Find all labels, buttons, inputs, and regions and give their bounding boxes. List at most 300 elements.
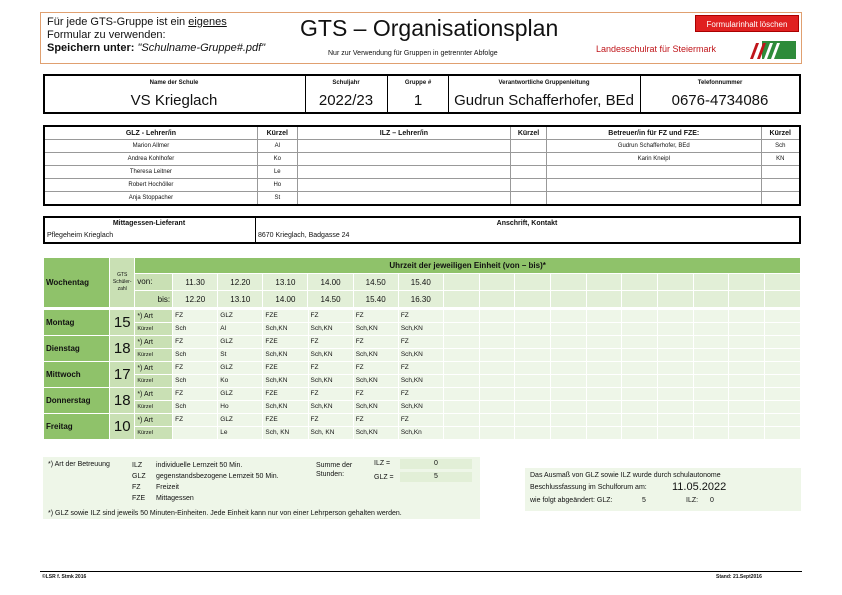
caretaker-field[interactable] xyxy=(547,179,761,192)
lunch-contact-label: Anschrift, Kontakt xyxy=(496,220,558,227)
staff-code-field[interactable]: Sch xyxy=(173,401,218,414)
resolution-ilz-field[interactable]: 0 xyxy=(710,497,714,504)
staff-row xyxy=(44,153,800,166)
art-label: *) Art xyxy=(135,310,173,323)
to-time-field[interactable] xyxy=(586,291,622,308)
staff-code-field[interactable]: Sch,KN xyxy=(308,349,353,362)
staff-code-field[interactable] xyxy=(443,401,479,414)
caretaker-field[interactable]: Gudrun Schafferhofer, BEd xyxy=(547,140,761,153)
art-label: *) Art xyxy=(135,414,173,427)
activity-type-field[interactable] xyxy=(515,310,551,323)
activity-type-field[interactable] xyxy=(765,336,801,349)
activity-type-field[interactable]: FZ xyxy=(353,362,398,375)
activity-type-field[interactable]: FZ xyxy=(308,414,353,427)
staff-code-field[interactable]: Sch,KN xyxy=(308,375,353,388)
caretaker-field[interactable] xyxy=(547,192,761,206)
authority-logo xyxy=(748,39,798,61)
activity-type-field[interactable]: FZ xyxy=(308,336,353,349)
caretaker-code-field[interactable] xyxy=(761,192,800,206)
staff-code-field[interactable] xyxy=(515,427,551,440)
save-as-label: Speichern unter: xyxy=(47,42,135,54)
from-time-field[interactable] xyxy=(443,274,479,291)
activity-type-field[interactable]: FZ xyxy=(308,310,353,323)
glz-code-field[interactable]: Le xyxy=(257,166,297,179)
hours-sum-label-line1: Summe der xyxy=(316,462,353,469)
staff-code-field[interactable] xyxy=(622,375,658,388)
to-time-field[interactable] xyxy=(764,291,800,308)
code-label: Kürzel xyxy=(135,349,173,362)
activity-type-field[interactable] xyxy=(658,310,694,323)
staff-code-field[interactable]: Sch,KN xyxy=(263,375,308,388)
time-slots-title: Uhrzeit der jeweiligen Einheit (von – bis)* xyxy=(135,258,801,274)
activity-type-field[interactable]: FZ xyxy=(173,310,218,323)
activity-type-field[interactable]: FZ xyxy=(353,414,398,427)
save-as-filename: "Schulname-Gruppe#.pdf" xyxy=(137,42,266,54)
staff-code-field[interactable] xyxy=(622,427,658,440)
activity-type-field[interactable] xyxy=(551,310,587,323)
ilz-code-field[interactable] xyxy=(511,153,547,166)
activity-type-field[interactable]: FZ xyxy=(173,388,218,401)
activity-type-field[interactable] xyxy=(765,414,801,427)
legend-code: GLZ xyxy=(132,473,146,480)
note-line2: Formular zu verwenden: xyxy=(47,29,166,41)
activity-type-field[interactable] xyxy=(515,414,551,427)
staff-code-field[interactable]: Sch,KN xyxy=(353,349,398,362)
staff-code-field[interactable]: Ko xyxy=(218,375,263,388)
legend-desc: gegenstandsbezogene Lernzeit 50 Min. xyxy=(156,473,279,480)
legend-code: FZ xyxy=(132,484,141,491)
glz-teacher-field[interactable]: Theresa Leitner xyxy=(44,166,257,179)
activity-type-field[interactable]: FZ xyxy=(173,336,218,349)
caretaker-code-field[interactable] xyxy=(761,179,800,192)
weekday-name: Dienstag xyxy=(44,336,110,362)
activity-type-field[interactable] xyxy=(622,336,658,349)
label-school-year: Schuljahr xyxy=(332,80,360,86)
activity-type-field[interactable] xyxy=(515,336,551,349)
schedule-title-row xyxy=(44,258,801,274)
activity-type-field[interactable]: FZ xyxy=(173,414,218,427)
student-count-header-line2: Schüler- xyxy=(112,279,132,285)
activity-type-field[interactable] xyxy=(622,310,658,323)
staff-code-field[interactable] xyxy=(693,375,729,388)
activity-type-field[interactable] xyxy=(693,336,729,349)
staff-code-field[interactable] xyxy=(586,323,622,336)
activity-type-field[interactable]: FZE xyxy=(263,310,308,323)
activity-type-field[interactable]: GLZ xyxy=(218,336,263,349)
activity-type-field[interactable] xyxy=(729,388,765,401)
weekday-code-row xyxy=(44,323,801,336)
staff-code-field[interactable] xyxy=(515,323,551,336)
staff-code-field[interactable] xyxy=(443,349,479,362)
staff-code-field[interactable] xyxy=(443,375,479,388)
caretaker-code-field[interactable] xyxy=(761,166,800,179)
staff-code-field[interactable] xyxy=(479,401,515,414)
activity-type-field[interactable] xyxy=(729,414,765,427)
from-time-field[interactable]: 14.00 xyxy=(308,274,353,291)
activity-type-field[interactable]: FZE xyxy=(263,388,308,401)
ilz-teacher-field[interactable] xyxy=(297,140,510,153)
staff-code-field[interactable] xyxy=(693,349,729,362)
staff-code-field[interactable]: Sch xyxy=(173,349,218,362)
ilz-code-field[interactable] xyxy=(511,140,547,153)
activity-type-field[interactable]: FZ xyxy=(308,362,353,375)
school-name-field[interactable]: VS Krieglach xyxy=(130,92,218,109)
activity-type-field[interactable] xyxy=(551,336,587,349)
activity-type-field[interactable]: GLZ xyxy=(218,414,263,427)
student-count-field[interactable]: 10 xyxy=(110,414,135,440)
student-count-header-line3: zahl xyxy=(117,286,127,292)
to-time-field[interactable]: 13.10 xyxy=(218,291,263,308)
code-label: Kürzel xyxy=(135,427,173,440)
staff-code-field[interactable] xyxy=(551,375,587,388)
staff-code-field[interactable]: Sch,KN xyxy=(398,375,443,388)
activity-type-field[interactable] xyxy=(551,388,587,401)
resolution-line2: Beschlussfassung im Schulforum am: xyxy=(530,484,647,491)
glz-teacher-field[interactable]: Andrea Kohlhofer xyxy=(44,153,257,166)
code-label: Kürzel xyxy=(135,323,173,336)
activity-type-field[interactable] xyxy=(765,362,801,375)
staff-code-field[interactable] xyxy=(515,401,551,414)
staff-code-field[interactable]: Sch,KN xyxy=(308,401,353,414)
staff-code-field[interactable]: Sch,KN xyxy=(263,349,308,362)
label-phone: Telefonnummer xyxy=(697,80,743,86)
caretaker-code-field[interactable]: Sch xyxy=(761,140,800,153)
staff-code-field[interactable] xyxy=(622,349,658,362)
reset-form-button[interactable]: Formularinhalt löschen xyxy=(695,15,799,32)
activity-type-field[interactable] xyxy=(586,310,622,323)
staff-code-field[interactable] xyxy=(658,323,694,336)
resolution-glz-field[interactable]: 5 xyxy=(642,497,646,504)
staff-code-field[interactable] xyxy=(658,375,694,388)
activity-type-field[interactable] xyxy=(479,336,515,349)
legend-list xyxy=(132,460,279,504)
staff-code-field[interactable] xyxy=(551,401,587,414)
staff-code-field[interactable] xyxy=(479,349,515,362)
staff-code-field[interactable] xyxy=(586,349,622,362)
glz-teacher-field[interactable]: Anja Stoppacher xyxy=(44,192,257,206)
to-time-field[interactable] xyxy=(693,291,729,308)
staff-code-field[interactable] xyxy=(551,323,587,336)
group-lead-field[interactable]: Gudrun Schafferhofer, BEd xyxy=(454,92,634,109)
legend-desc: individuelle Lernzeit 50 Min. xyxy=(156,462,243,469)
activity-type-field[interactable] xyxy=(729,362,765,375)
legend-title: *) Art der Betreuung xyxy=(48,461,110,468)
activity-type-field[interactable]: FZ xyxy=(173,362,218,375)
staff-code-field[interactable]: Le xyxy=(218,427,263,440)
ilz-sum-label: ILZ = xyxy=(374,460,391,467)
activity-type-field[interactable]: FZ xyxy=(353,310,398,323)
staff-code-field[interactable]: Sch, KN xyxy=(263,427,308,440)
group-number-field[interactable]: 1 xyxy=(413,92,423,109)
from-time-field[interactable] xyxy=(622,274,658,291)
activity-type-field[interactable]: FZE xyxy=(263,336,308,349)
from-time-field[interactable]: 11.30 xyxy=(173,274,218,291)
activity-type-field[interactable] xyxy=(765,310,801,323)
activity-type-field[interactable] xyxy=(586,336,622,349)
from-time-field[interactable] xyxy=(657,274,693,291)
student-count-field[interactable]: 15 xyxy=(110,310,135,336)
staff-code-field[interactable]: Ho xyxy=(218,401,263,414)
weekday-art-row xyxy=(44,362,801,375)
to-time-field[interactable] xyxy=(622,291,658,308)
glz-teacher-field[interactable]: Robert Hochöller xyxy=(44,179,257,192)
glz-code-field[interactable]: Al xyxy=(257,140,297,153)
staff-code-field[interactable] xyxy=(173,427,218,440)
activity-type-field[interactable] xyxy=(443,336,479,349)
staff-code-field[interactable] xyxy=(729,427,765,440)
hours-sum-label-line2: Stunden: xyxy=(316,471,345,478)
to-time-field[interactable]: 12.20 xyxy=(173,291,218,308)
staff-code-field[interactable] xyxy=(479,427,515,440)
weekday-art-row xyxy=(44,336,801,349)
staff-code-field[interactable] xyxy=(479,375,515,388)
staff-code-field[interactable] xyxy=(693,427,729,440)
activity-type-field[interactable] xyxy=(693,362,729,375)
to-time-field[interactable] xyxy=(443,291,479,308)
staff-code-field[interactable] xyxy=(443,427,479,440)
activity-type-field[interactable]: FZ xyxy=(398,310,443,323)
caretaker-field[interactable]: Karin Kneipl xyxy=(547,153,761,166)
staff-code-field[interactable]: Sch, KN xyxy=(308,427,353,440)
glz-code-field[interactable]: St xyxy=(257,192,297,206)
activity-type-field[interactable] xyxy=(551,362,587,375)
code-label: Kürzel xyxy=(135,401,173,414)
activity-type-field[interactable] xyxy=(693,310,729,323)
staff-code-field[interactable] xyxy=(622,401,658,414)
staff-code-field[interactable] xyxy=(658,427,694,440)
staff-code-field[interactable] xyxy=(479,323,515,336)
glz-code-field[interactable]: Ho xyxy=(257,179,297,192)
activity-type-field[interactable] xyxy=(693,388,729,401)
header-caretaker: Betreuer/in für FZ und FZE: xyxy=(547,126,761,140)
staff-code-field[interactable]: St xyxy=(218,349,263,362)
staff-code-field[interactable] xyxy=(729,401,765,414)
activity-type-field[interactable]: FZ xyxy=(398,388,443,401)
art-label: *) Art xyxy=(135,336,173,349)
staff-code-field[interactable]: Sch,KN xyxy=(353,401,398,414)
ilz-teacher-field[interactable] xyxy=(297,153,510,166)
activity-type-field[interactable]: FZE xyxy=(263,362,308,375)
school-year-field[interactable]: 2022/23 xyxy=(318,92,374,109)
label-school-name: Name der Schule xyxy=(149,80,199,86)
staff-code-field[interactable] xyxy=(729,375,765,388)
activity-type-field[interactable] xyxy=(443,388,479,401)
from-time-field[interactable] xyxy=(479,274,515,291)
to-time-field[interactable] xyxy=(479,291,515,308)
staff-code-field[interactable]: Sch,KN xyxy=(398,323,443,336)
staff-code-field[interactable] xyxy=(586,401,622,414)
activity-type-field[interactable] xyxy=(443,310,479,323)
art-label: *) Art xyxy=(135,388,173,401)
from-time-field[interactable]: 12.20 xyxy=(218,274,263,291)
to-time-field[interactable]: 14.00 xyxy=(263,291,308,308)
staff-row xyxy=(44,140,800,153)
student-count-field[interactable]: 18 xyxy=(110,336,135,362)
activity-type-field[interactable]: GLZ xyxy=(218,388,263,401)
activity-type-field[interactable]: FZ xyxy=(353,388,398,401)
activity-type-field[interactable]: FZ xyxy=(398,362,443,375)
staff-code-field[interactable] xyxy=(693,323,729,336)
staff-code-field[interactable] xyxy=(765,375,801,388)
activity-type-field[interactable] xyxy=(658,336,694,349)
label-group-lead: Verantwortliche Gruppenleitung xyxy=(498,80,590,86)
from-time-field[interactable] xyxy=(764,274,800,291)
legend-item xyxy=(132,460,279,471)
ilz-teacher-field[interactable] xyxy=(297,179,510,192)
to-time-field[interactable]: 16.30 xyxy=(398,291,443,308)
header-caretaker-code: Kürzel xyxy=(761,126,800,140)
legend-desc: Freizeit xyxy=(156,484,179,491)
staff-code-field[interactable] xyxy=(765,401,801,414)
weekday-art-row xyxy=(44,388,801,401)
student-count-field[interactable]: 17 xyxy=(110,362,135,388)
activity-type-field[interactable] xyxy=(586,414,622,427)
staff-code-field[interactable] xyxy=(586,375,622,388)
weekday-header: Wochentag xyxy=(44,258,110,308)
staff-code-field[interactable] xyxy=(765,427,801,440)
ilz-sum-field[interactable]: 0 xyxy=(400,459,472,469)
header-ilz-teacher: ILZ – Lehrer/in xyxy=(297,126,510,140)
staff-code-field[interactable] xyxy=(515,375,551,388)
activity-type-field[interactable] xyxy=(586,362,622,375)
student-count-field[interactable]: 18 xyxy=(110,388,135,414)
activity-type-field[interactable] xyxy=(479,362,515,375)
hours-sum-label xyxy=(316,461,352,479)
weekday-table xyxy=(43,309,801,440)
resolution-date-field[interactable]: 11.05.2022 xyxy=(672,481,727,493)
activity-type-field[interactable] xyxy=(586,388,622,401)
ilz-code-field[interactable] xyxy=(511,192,547,206)
staff-code-field[interactable] xyxy=(765,323,801,336)
activity-type-field[interactable] xyxy=(443,414,479,427)
ilz-teacher-field[interactable] xyxy=(297,192,510,206)
caretaker-field[interactable] xyxy=(547,166,761,179)
activity-type-field[interactable] xyxy=(658,414,694,427)
to-time-field[interactable] xyxy=(550,291,586,308)
staff-code-field[interactable]: Sch,KN xyxy=(308,323,353,336)
staff-code-field[interactable]: Sch,Kn xyxy=(398,427,443,440)
activity-type-field[interactable] xyxy=(515,362,551,375)
from-time-field[interactable]: 14.50 xyxy=(353,274,398,291)
activity-type-field[interactable]: GLZ xyxy=(218,310,263,323)
activity-type-field[interactable] xyxy=(479,388,515,401)
staff-code-field[interactable] xyxy=(693,401,729,414)
legend-item xyxy=(132,493,279,504)
staff-table xyxy=(43,125,801,206)
staff-code-field[interactable] xyxy=(729,323,765,336)
staff-code-field[interactable]: Sch xyxy=(173,375,218,388)
staff-code-field[interactable] xyxy=(443,323,479,336)
weekday-code-row xyxy=(44,375,801,388)
header-ilz-code: Kürzel xyxy=(511,126,547,140)
staff-code-field[interactable] xyxy=(658,349,694,362)
weekday-code-row xyxy=(44,427,801,440)
activity-type-field[interactable] xyxy=(622,414,658,427)
staff-code-field[interactable] xyxy=(586,427,622,440)
staff-code-field[interactable]: Sch,KN xyxy=(263,323,308,336)
activity-type-field[interactable] xyxy=(622,388,658,401)
glz-sum-label: GLZ = xyxy=(374,474,394,481)
activity-type-field[interactable]: FZE xyxy=(263,414,308,427)
activity-type-field[interactable]: FZ xyxy=(398,336,443,349)
staff-code-field[interactable]: Sch,KN xyxy=(398,401,443,414)
weekday-name: Donnerstag xyxy=(44,388,110,414)
lunch-supplier-field[interactable]: Pflegeheim Krieglach xyxy=(47,232,114,239)
to-time-field[interactable] xyxy=(657,291,693,308)
note-line1: Für jede GTS-Gruppe ist ein xyxy=(47,16,189,28)
glz-sum-field[interactable]: 5 xyxy=(400,472,472,482)
phone-field[interactable]: 0676-4734086 xyxy=(671,92,769,109)
lunch-contact-field[interactable]: 8670 Krieglach, Badgasse 24 xyxy=(258,232,350,239)
from-time-field[interactable]: 13.10 xyxy=(263,274,308,291)
staff-code-field[interactable]: Sch,KN xyxy=(398,349,443,362)
from-time-field[interactable]: 15.40 xyxy=(398,274,443,291)
weekday-art-row xyxy=(44,414,801,427)
activity-type-field[interactable] xyxy=(658,362,694,375)
activity-type-field[interactable]: GLZ xyxy=(218,362,263,375)
staff-code-field[interactable]: Sch,KN xyxy=(263,401,308,414)
glz-teacher-field[interactable]: Marion Allmer xyxy=(44,140,257,153)
staff-code-field[interactable] xyxy=(622,323,658,336)
ilz-code-field[interactable] xyxy=(511,166,547,179)
activity-type-field[interactable] xyxy=(729,336,765,349)
ilz-code-field[interactable] xyxy=(511,179,547,192)
from-label: von: xyxy=(135,274,173,291)
to-times-row xyxy=(44,291,801,308)
staff-code-field[interactable] xyxy=(729,349,765,362)
instruction-note xyxy=(47,16,265,55)
staff-code-field[interactable]: Al xyxy=(218,323,263,336)
from-time-field[interactable] xyxy=(693,274,729,291)
staff-code-field[interactable]: Sch,KN xyxy=(353,375,398,388)
activity-type-field[interactable]: FZ xyxy=(353,336,398,349)
staff-code-field[interactable]: Sch,KN xyxy=(353,427,398,440)
activity-type-field[interactable] xyxy=(658,388,694,401)
activity-type-field[interactable] xyxy=(479,414,515,427)
activity-type-field[interactable] xyxy=(729,310,765,323)
footer-version: Stand: 21.Sept2016 xyxy=(716,574,762,580)
activity-type-field[interactable] xyxy=(551,414,587,427)
to-time-field[interactable] xyxy=(515,291,551,308)
from-time-field[interactable] xyxy=(550,274,586,291)
to-time-field[interactable]: 15.40 xyxy=(353,291,398,308)
activity-type-field[interactable] xyxy=(515,388,551,401)
to-time-field[interactable]: 14.50 xyxy=(308,291,353,308)
activity-type-field[interactable]: FZ xyxy=(308,388,353,401)
staff-code-field[interactable]: Sch xyxy=(173,323,218,336)
activity-type-field[interactable]: FZ xyxy=(398,414,443,427)
ilz-teacher-field[interactable] xyxy=(297,166,510,179)
caretaker-code-field[interactable]: KN xyxy=(761,153,800,166)
activity-type-field[interactable] xyxy=(622,362,658,375)
staff-code-field[interactable]: Sch,KN xyxy=(353,323,398,336)
staff-code-field[interactable] xyxy=(658,401,694,414)
activity-type-field[interactable] xyxy=(443,362,479,375)
staff-code-field[interactable] xyxy=(515,349,551,362)
legend-code: ILZ xyxy=(132,462,143,469)
to-time-field[interactable] xyxy=(729,291,765,308)
activity-type-field[interactable] xyxy=(479,310,515,323)
staff-code-field[interactable] xyxy=(551,349,587,362)
glz-code-field[interactable]: Ko xyxy=(257,153,297,166)
from-time-field[interactable] xyxy=(729,274,765,291)
staff-code-field[interactable] xyxy=(551,427,587,440)
from-time-field[interactable] xyxy=(586,274,622,291)
from-time-field[interactable] xyxy=(515,274,551,291)
staff-code-field[interactable] xyxy=(765,349,801,362)
activity-type-field[interactable] xyxy=(765,388,801,401)
activity-type-field[interactable] xyxy=(693,414,729,427)
